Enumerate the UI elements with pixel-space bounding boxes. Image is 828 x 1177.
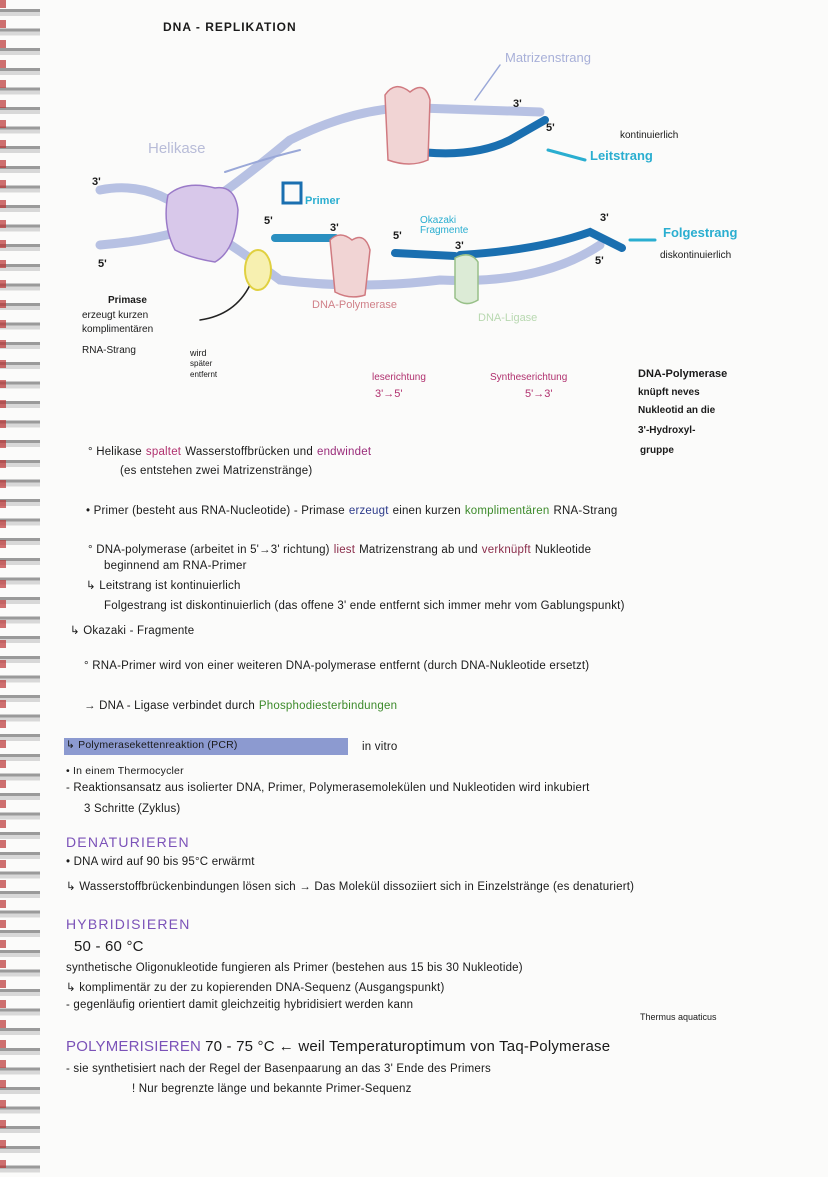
polymerase-enzyme-top [385,87,430,164]
syntheserichtung-direction: 5'→3' [525,388,553,400]
note-line [66,1038,614,1055]
note-line [84,700,401,712]
note-line [70,623,198,637]
label-3-prime: 3' [513,98,522,110]
primase-pointer [200,285,250,320]
note-line [74,938,148,955]
note-text-segment: Nukleotide [534,544,592,556]
note-text-segment: synthetische Oligonukleotide fungieren als Primer (bestehen aus 15 bis 30 Nukleotide) [66,962,523,974]
label-5-prime: 5' [264,215,273,227]
note-text-segment: erzeugt [348,505,389,517]
note-text-segment: ↳ Polymerasekettenreaktion (PCR) [66,739,238,751]
note-line [86,505,621,517]
note-line [66,962,527,974]
label-dna-polymerase: DNA-Polymerase [312,299,397,311]
note-text-segment: - Reaktionsansatz aus isolierter DNA, Primer, Polymerasemolekülen und Nukleotiden wird inkubiert [66,782,590,794]
polymerase-note: gruppe [640,445,674,456]
helikase-arrow [225,150,300,172]
polymerase-note: DNA-Polymerase [638,368,728,380]
page-title: DNA - REPLIKATION [163,20,297,34]
note-text-segment: • In einem Thermocycler [66,765,184,777]
note-line [88,446,375,458]
note-line [104,560,251,572]
note-line [86,578,245,592]
note-line [66,1063,495,1075]
note-text-segment: in vitro [362,741,398,753]
label-okazaki: Okazaki Fragmente [420,215,469,236]
label-dna-ligase: DNA-Ligase [478,312,538,324]
label-5-prime: 5' [595,255,604,267]
polymerase-note: knüpft neves [638,387,700,398]
note-line [66,980,449,994]
note-text-segment: ° Helikase [88,446,142,458]
note-text-segment: Matrizenstrang ab und [359,544,478,556]
note-text-segment: Phosphodiesterbindungen [258,700,398,712]
ligase-enzyme [455,255,478,304]
polymerase-note: 3'-Hydroxyl- [638,425,696,436]
note-text-segment: 3 Schritte (Zyklus) [84,803,181,815]
replication-fork-diagram [0,0,828,400]
note-text-segment: endwindet [316,446,372,458]
leitstrang-pointer [548,150,585,160]
leserichtung-direction: 3'→5' [375,388,403,400]
primase-text: erzeugt kurzen [82,310,149,321]
note-text-segment: ↳ komplimentär zu der zu kopierenden DNA-Sequenz (Ausgangspunkt) [66,982,445,994]
note-text-segment: 50 - 60 °C [74,938,144,955]
label-5-prime: 5' [98,258,107,270]
note-line [362,741,401,753]
note-text-segment: Wasserstoffbrücken und [185,446,313,458]
label-primer: Primer [305,195,340,207]
note-text-segment: Folgestrang ist diskontinuierlich (das offene 3' ende entfernt sich immer mehr vom Gablungspunkt) [104,600,625,612]
label-5-prime: 5' [393,230,402,242]
note-text-segment: liest [333,544,356,556]
lagging-fragment [395,253,455,256]
thermus-aquaticus-note: Thermus aquaticus [640,1012,717,1022]
note-line [84,660,593,672]
note-text-segment: spaltet [145,446,182,458]
primase-text: RNA-Strang [82,345,136,356]
note-text-segment: ↳ Okazaki - Fragmente [70,625,195,637]
note-text-segment: einen kurzen [392,505,461,517]
note-text-segment: • DNA wird auf 90 bis 95°C erwärmt [66,856,255,868]
label-leitstrang: Leitstrang [590,148,653,163]
note-text-segment: (es entstehen zwei Matrizenstränge) [120,465,313,477]
label-3-prime: 3' [330,222,339,234]
note-text-segment: DENATURIEREN [66,834,190,850]
note-text-segment: ↳ Wasserstoffbrückenbindungen lösen sich → Das Molekül dissoziiert sich in Einzelstränge (es denaturiert) [66,881,635,893]
label-diskontinuierlich: diskontinuierlich [660,250,732,261]
label-3-prime: 3' [92,176,101,188]
label-kontinuierlich: kontinuierlich [620,130,679,141]
note-text-segment: ← weil Temperaturoptimum von Taq-Polymerase [278,1038,611,1055]
polymerase-enzyme-bottom [330,235,370,297]
note-text-segment: ↳ Leitstrang ist kontinuierlich [86,580,241,592]
syntheserichtung-label: Syntheserichtung [490,372,568,383]
note-text-segment: verknüpft [481,544,531,556]
matrizenstrang-pointer [475,65,500,100]
note-line [120,465,316,477]
note-text-segment: POLYMERISIEREN [66,1038,202,1055]
note-text-segment: - gegenläufig orientiert damit gleichzeitig hybridisiert werden kann [66,999,414,1011]
note-line [66,999,417,1011]
label-helikase: Helikase [148,140,206,157]
note-text-segment: ! Nur begrenzte länge und bekannte Primer-Sequenz [132,1083,412,1095]
note-text-segment: ° RNA-Primer wird von einer weiteren DNA-polymerase entfernt (durch DNA-Nukleotide ersetzt) [84,660,590,672]
note-text-segment: → DNA - Ligase verbindet durch [84,700,255,712]
primase-text: komplimentären [82,324,154,335]
polymerase-note: Nukleotid an die [638,405,716,416]
note-line [84,803,184,815]
helikase-enzyme [166,185,238,262]
label-5-prime: 5' [546,122,555,134]
label-folgestrang: Folgestrang [663,225,738,240]
heading-denaturieren [66,834,194,850]
leserichtung-label: leserichtung [372,372,426,383]
primase-text: entfernt [190,370,218,379]
primase-label: Primase [108,295,147,306]
note-text-segment: beginnend am RNA-Primer [104,560,247,572]
note-line [66,856,259,868]
note-text-segment: • Primer (besteht aus RNA-Nucleotide) - Primase [86,505,345,517]
note-line [66,765,188,777]
note-text-segment: HYBRIDISIEREN [66,916,191,932]
label-3-prime: 3' [455,240,464,252]
note-line [66,739,242,751]
note-text-segment: RNA-Strang [553,505,618,517]
primase-enzyme [245,250,271,290]
note-text-segment: ° DNA-polymerase (arbeitet in 5'→3' richtung) [88,544,330,556]
primase-text: später [190,359,213,368]
note-line [66,879,638,893]
note-line [66,782,594,794]
note-text-segment: - sie synthetisiert nach der Regel der Basenpaarung an das 3' Ende des Primers [66,1063,491,1075]
primer-icon [283,183,301,203]
note-line [88,544,595,556]
label-3-prime: 3' [600,212,609,224]
note-text-segment: 70 - 75 °C [205,1038,275,1055]
label-matrizenstrang: Matrizenstrang [505,50,591,65]
note-text-segment: komplimentären [464,505,550,517]
note-line [132,1083,416,1095]
note-line [104,600,629,612]
primase-text: wird [190,348,207,358]
heading-hybridisieren [66,916,195,932]
